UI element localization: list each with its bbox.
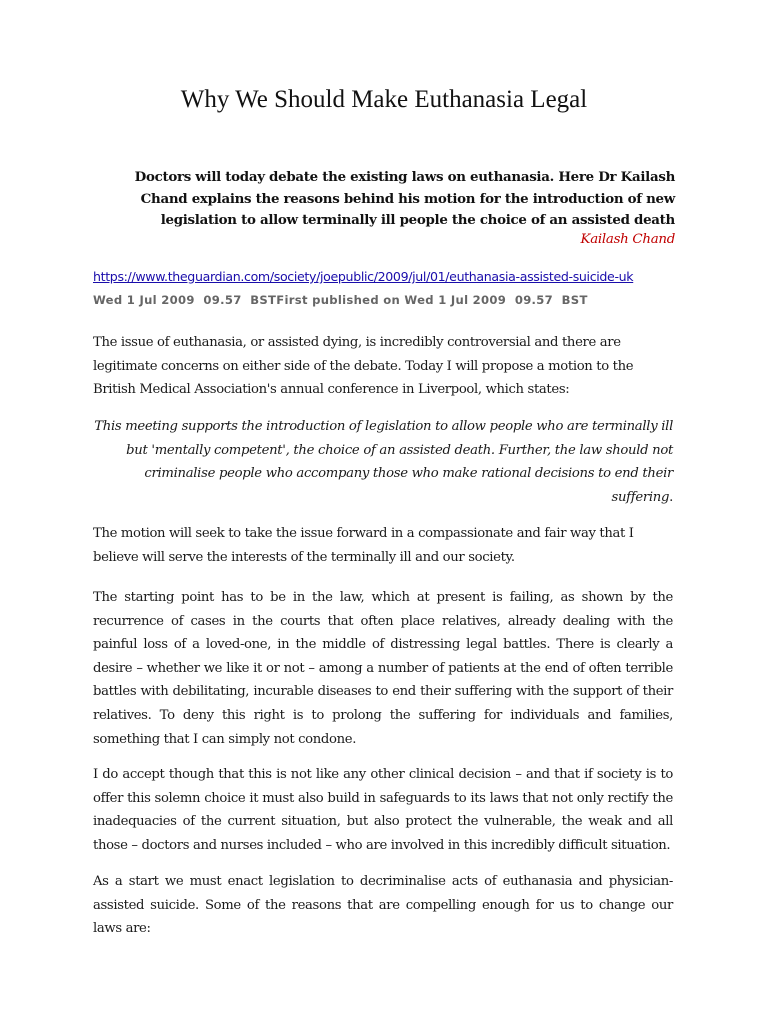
paragraph-2: The motion will seek to take the issue forward in a compassionate and fair way that I believe will serve the interests of the terminally ill and our society. xyxy=(93,526,634,565)
paragraph-3: The starting point has to be in the law, which at present is failing, as shown by the recurrence of cases in the courts that often place relatives, already dealing with the painful loss of a loved-one, in the middle of distressing legal battles. There is clearly a desire – whether we like it or not – among a number of patients at the end of often terrible battles with debilitating, incurable diseases to end their suffering with the support of their relatives. To deny this right is to prolong the suffering for individuals and families, something that I can simply not condone. xyxy=(93,590,673,747)
paragraph-5: As a start we must enact legislation to decriminalise acts of euthanasia and physician-assisted suicide. Some of the reasons that are compelling enough for us to change our laws are: xyxy=(93,874,673,937)
paragraph-4: I do accept though that this is not like any other clinical decision – and that if society is to offer this solemn choice it must also build in safeguards to its laws that not only rectify the inadequacies of the current situation, but also protect the vulnerable, the weak and all those – doctors and nurses included – who are involved in this incredibly difficult situation. xyxy=(93,767,673,853)
block-quote xyxy=(93,415,673,509)
author-byline: Kailash Chand xyxy=(580,232,675,247)
article-title: Why We Should Make Euthanasia Legal xyxy=(180,86,588,113)
quote-end: . xyxy=(669,489,673,505)
quote-text: This meeting supports the introduction of legislation to allow people who are terminally ill but 'mentally competent', the choice of an assisted death. Further, the law should not criminalise people who accompany those who make rational decisions to end their suffering xyxy=(94,419,673,505)
publication-dateline: Wed 1 Jul 2009 09.57 BSTFirst published on Wed 1 Jul 2009 09.57 BST xyxy=(93,293,588,307)
article-standfirst: Doctors will today debate the existing laws on euthanasia. Here Dr Kailash Chand explains the reasons behind his motion for the introduction of new legislation to allow terminally ill people the choice of an assisted death xyxy=(134,169,675,228)
source-link[interactable]: https://www.theguardian.com/society/joepublic/2009/jul/01/euthanasia-assisted-suicide-uk xyxy=(93,269,634,284)
paragraph-1: The issue of euthanasia, or assisted dying, is incredibly controversial and there are legitimate concerns on either side of the debate. Today I will propose a motion to the British Medical Association's annual conference in Liverpool, which states: xyxy=(93,335,634,398)
